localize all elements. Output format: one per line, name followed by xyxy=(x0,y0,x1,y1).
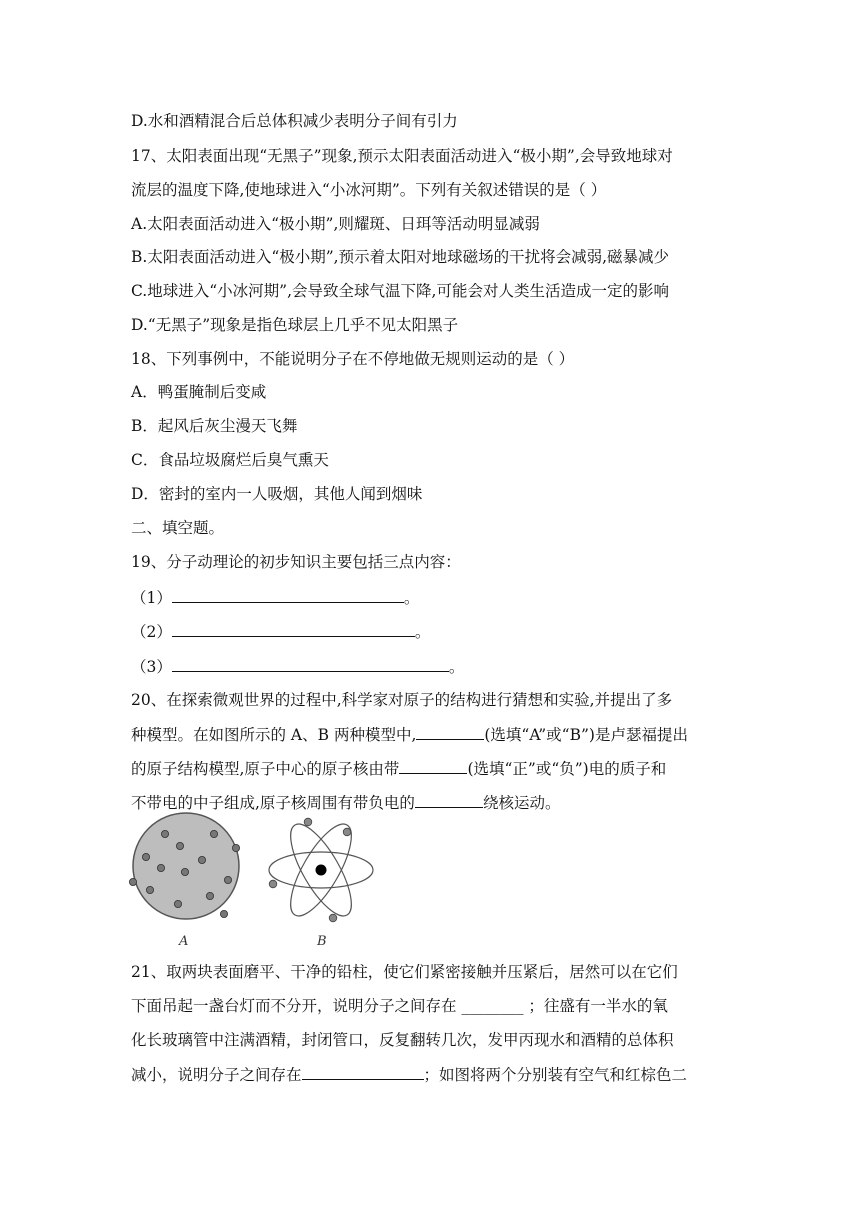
q19-item2-end: 。 xyxy=(414,623,431,641)
q18-option-c: C．食品垃圾腐烂后臭气熏天 xyxy=(131,451,329,469)
q18-option-d: D．密封的室内一人吸烟，其他人闻到烟味 xyxy=(131,485,423,503)
q17-stem-line2: 流层的温度下降,使地球进入“小冰河期”。下列有关叙述错误的是（ ） xyxy=(131,181,607,199)
section-heading-fill-blank: 二、填空题。 xyxy=(131,519,225,537)
q19-item-2 xyxy=(131,620,430,642)
model-b-rutherford xyxy=(269,816,373,924)
q19-item3-label: （3） xyxy=(131,658,172,676)
q19-blank-2[interactable] xyxy=(172,620,415,637)
electron xyxy=(329,914,337,922)
q19-item3-end: 。 xyxy=(448,658,465,676)
q18-option-a: A．鸭蛋腌制后变咸 xyxy=(131,383,267,401)
q19-item-3 xyxy=(131,655,464,677)
figure-label-b: B xyxy=(317,934,327,949)
atom-models-figure xyxy=(128,810,388,955)
q20-line2-text-a: 种模型。在如图所示的 A、B 两种模型中, xyxy=(131,726,417,744)
electron xyxy=(304,818,312,826)
q20-line3 xyxy=(131,757,666,779)
q21-line2-text-b: ；往盛有一半水的氧 xyxy=(523,997,668,1015)
q20-line2-text-b: (选填“A”或“B”)是卢瑟福提出 xyxy=(484,726,688,744)
q18-stem: 18、下列事例中，不能说明分子在不停地做无规则运动的是（ ） xyxy=(131,350,575,368)
q17-option-c: C.地球进入“小冰河期”,会导致全球气温下降,可能会对人类生活造成一定的影响 xyxy=(131,282,669,300)
q19-stem: 19、分子动理论的初步知识主要包括三点内容： xyxy=(131,553,461,571)
q17-stem-line1: 17、太阳表面出现“无黑子”现象,预示太阳表面活动进入“极小期”,会导致地球对 xyxy=(131,147,673,165)
q19-blank-3[interactable] xyxy=(172,655,449,672)
q20-line4-text-a: 不带电的中子组成,原子核周围有带负电的 xyxy=(131,794,415,812)
nucleus xyxy=(316,865,327,876)
q21-line3: 化长玻璃管中注满酒精，封闭管口，反复翻转几次，发甲丙现水和酒精的总体积 xyxy=(131,1031,674,1049)
q17-option-b: B.太阳表面活动进入“极小期”,预示着太阳对地球磁场的干扰将会减弱,磁暴减少 xyxy=(131,248,670,266)
q17-option-d: D.“无黑子”现象是指色球层上几乎不见太阳黑子 xyxy=(131,316,459,334)
q20-line3-text-a: 的原子结构模型,原子中心的原子核由带 xyxy=(131,760,400,778)
q21-line4 xyxy=(131,1063,687,1085)
q19-item1-end: 。 xyxy=(403,589,420,607)
q19-item-1 xyxy=(131,586,419,608)
q20-line4-text-b: 绕核运动。 xyxy=(482,794,561,812)
q19-item1-label: （1） xyxy=(131,589,172,607)
q20-blank-2[interactable] xyxy=(399,757,467,774)
q21-blank-1[interactable]: ________ xyxy=(461,997,524,1015)
q20-blank-3[interactable] xyxy=(415,791,483,808)
electron xyxy=(343,828,351,836)
q21-line1: 21、取两块表面磨平、干净的铅柱，使它们紧密接触并压紧后，居然可以在它们 xyxy=(131,963,678,981)
q20-blank-1[interactable] xyxy=(416,723,484,740)
q16-option-d: D.水和酒精混合后总体积减少表明分子间有引力 xyxy=(131,112,458,130)
q19-item2-label: （2） xyxy=(131,623,172,641)
q18-option-b: B．起风后灰尘漫天飞舞 xyxy=(131,417,298,435)
q17-option-a: A.太阳表面活动进入“极小期”,则耀斑、日珥等活动明显减弱 xyxy=(131,215,540,233)
q20-line1: 20、在探索微观世界的过程中,科学家对原子的结构进行猜想和实验,并提出了多 xyxy=(131,691,673,709)
q20-line3-text-b: (选填“正”或“负”)电的质子和 xyxy=(467,760,667,778)
q21-line4-text-b: ；如图将两个分别装有空气和红棕色二 xyxy=(423,1066,688,1084)
electron xyxy=(269,880,277,888)
q20-line2 xyxy=(131,723,688,745)
q19-blank-1[interactable] xyxy=(172,586,404,603)
model-a-plum-pudding xyxy=(129,813,239,919)
q21-blank-2[interactable] xyxy=(302,1063,424,1080)
q21-line2 xyxy=(131,996,668,1016)
q21-line4-text-a: 减小，说明分子之间存在 xyxy=(131,1066,302,1084)
figure-label-a: A xyxy=(179,934,189,949)
q21-line2-text-a: 下面吊起一盏台灯而不分开，说明分子之间存在 xyxy=(131,997,462,1015)
atom-models-svg xyxy=(128,810,388,935)
